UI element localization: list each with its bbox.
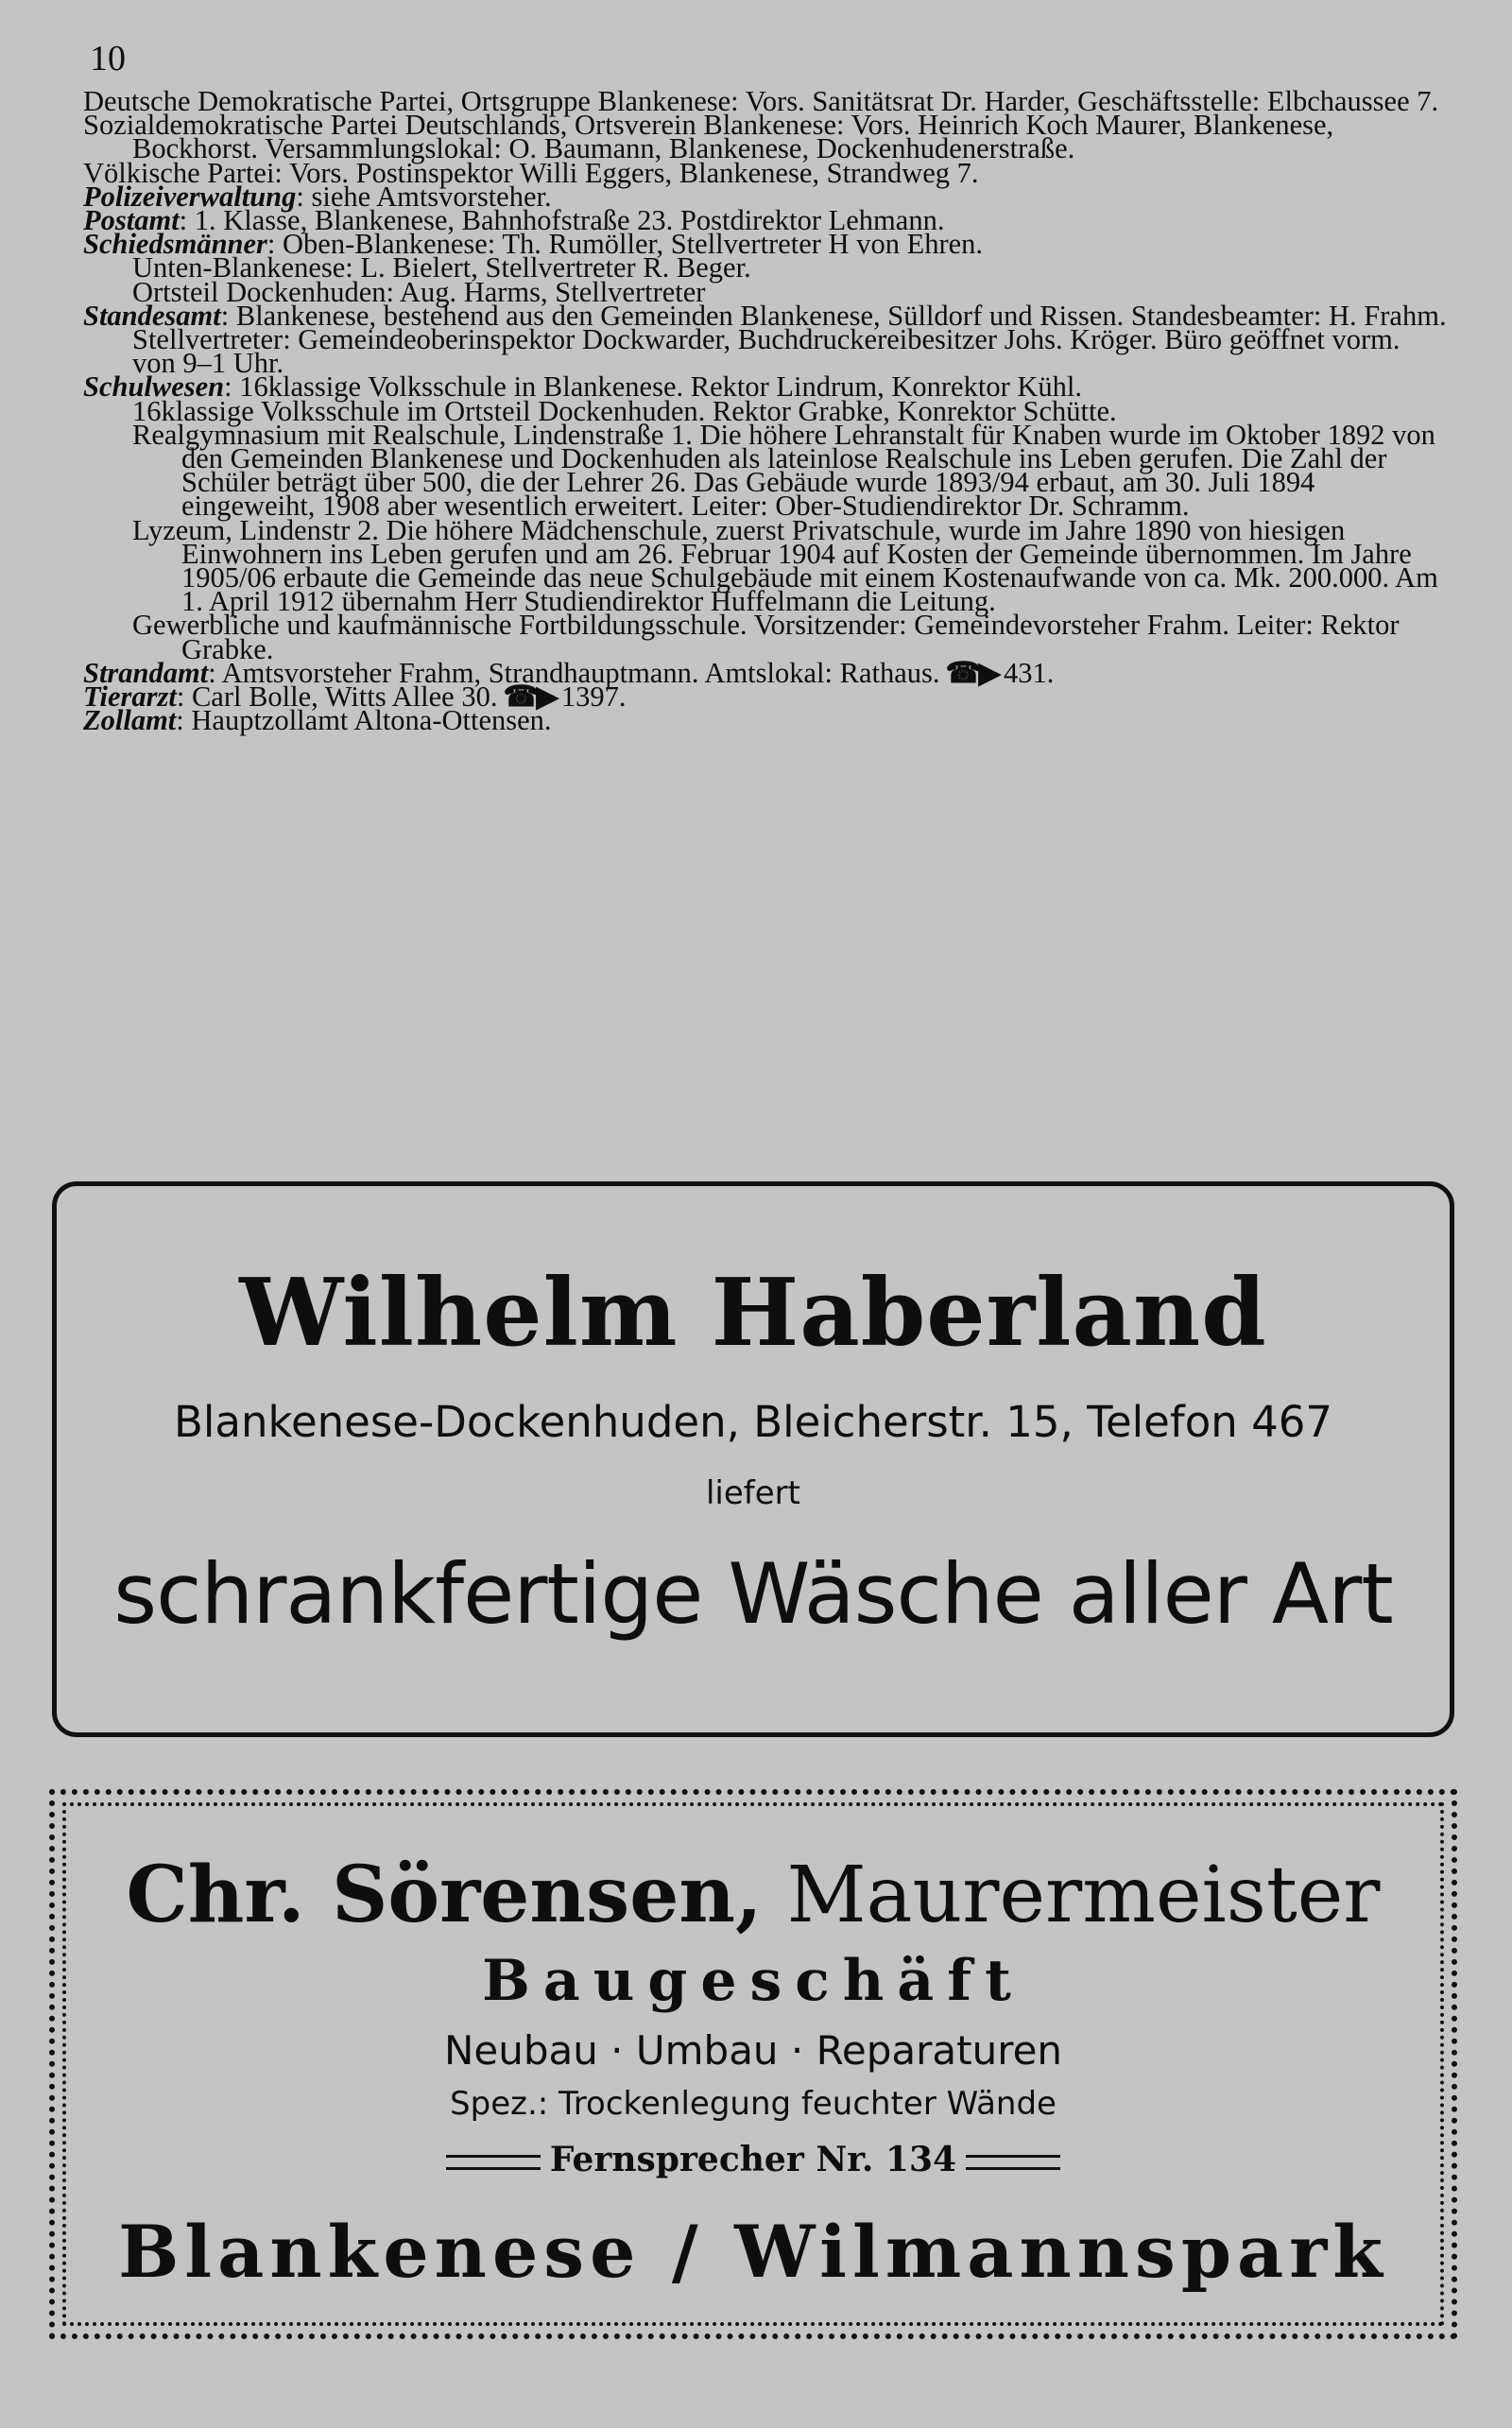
keyword-postamt: Postamt [83,204,180,237]
telephone-icon: ☎▶ [503,680,556,714]
entry-standesamt [83,299,1449,380]
keyword-strandamt: Strandamt [83,656,209,689]
directory-text [83,85,1449,737]
entry-schiedsmaenner-ortsteil: Ortsteil Dockenhuden: Aug. Harms, Stellvertreter [132,275,706,308]
entry-schiedsmaenner-unten: Unten-Blankenese: L. Bielert, Stellvertreter R. Beger. [132,251,751,284]
entry-fortbildungsschule: Gewerbliche und kaufmännische Fortbildungsschule. Vorsitzender: Gemeindevorsteher Frahm. Leiter: Rektor Grabke. [132,609,1400,665]
telephone-icon: ☎▶ [945,656,998,689]
keyword-standesamt: Standesamt [83,299,221,332]
advertisement-haberland [52,1181,1454,1737]
haberland-deliver: liefert [705,1474,800,1512]
schiedsmaenner-text: : Oben-Blankenese: Th. Rumöller, Stellvertreter H von Ehren. [266,228,984,261]
haberland-name: Wilhelm Haberland [239,1259,1267,1368]
polizeiverwaltung-text: : siehe Amtsvorsteher. [296,180,552,213]
schulwesen-text: : 16klassige Volksschule in Blankenese. Rektor Lindrum, Konrektor Kühl. [224,370,1082,404]
tierarzt-phone: 1397. [560,680,627,714]
entry-spd: Sozialdemokratische Partei Deutschlands, Ortsverein Blankenese: Vors. Heinrich Koch Maurer, Blankenese, Bockhorst. Versammlungslokal: O. Baumann, Blankenese, Dockenhudenerstraße. [83,109,1334,165]
postamt-text: : 1. Klasse, Blankenese, Bahnhofstraße 23. Postdirektor Lehmann. [179,204,945,237]
soerensen-services: Neubau · Umbau · Reparaturen [443,2027,1063,2074]
keyword-polizeiverwaltung: Polizeiverwaltung [83,180,297,213]
strandamt-text: : Amtsvorsteher Frahm, Strandhauptmann. Amtslokal: Rathaus. [208,656,940,689]
soerensen-special: Spez.: Trockenlegung feuchter Wände [450,2085,1057,2123]
keyword-schiedsmaenner: Schiedsmänner [83,228,267,261]
keyword-schulwesen: Schulwesen [83,370,225,404]
advertisement-soerensen [49,1789,1457,2339]
entry-voelkische-partei: Völkische Partei: Vors. Postinspektor Willi Eggers, Blankenese, Strandweg 7. [83,156,979,189]
haberland-address: Blankenese-Dockenhuden, Bleicherstr. 15, Telefon 467 [174,1397,1332,1447]
standesamt-text: : Blankenese, bestehend aus den Gemeinden Blankenese, Sülldorf und Rissen. Standesbeamter: H. Frahm. Stellvertreter: Gemeindeoberinspektor Dockwarder, Buchdruckereibesitzer Johs. Kröger. Büro geöffnet vorm. von 9–1 Uhr. [132,299,1447,380]
page-number: 10 [90,39,126,78]
haberland-slogan: schrankfertige Wäsche aller Art [113,1545,1393,1643]
keyword-zollamt: Zollamt [83,704,177,737]
soerensen-location: Blankenese / Wilmannspark [118,2210,1388,2294]
tierarzt-text: : Carl Bolle, Witts Allee 30. [176,680,498,714]
soerensen-phone: Fernsprecher Nr. 134 [549,2140,957,2179]
keyword-tierarzt: Tierarzt [83,680,177,714]
soerensen-inner-border [62,1802,1444,2326]
soerensen-business: Baugeschäft [482,1948,1024,2014]
soerensen-name-bold: Chr. Sörensen, [126,1850,763,1940]
soerensen-trade: Maurermeister [786,1851,1381,1940]
strandamt-phone: 431. [1003,656,1055,689]
zollamt-text: : Hauptzollamt Altona-Ottensen. [176,704,552,737]
entry-lyzeum: Lyzeum, Lindenstr 2. Die höhere Mädchenschule, zuerst Privatschule, wurde im Jahre 1890 von hiesigen Einwohnern ins Leben gerufen und am 26. Februar 1904 auf Kosten der Gemeinde übernommen. Im Jahre 1905/06 erbaute die Gemeinde das neue Schulgebäude mit einem Kostenaufwande von ca. Mk. 200.000. Am 1. April 1912 übernahm Herr Studiendirektor Huffelmann die Leitung. [132,513,1438,618]
entry-ddp: Deutsche Demokratische Partei, Ortsgruppe Blankenese: Vors. Sanitätsrat Dr. Harder, Geschäftsstelle: Elbchaussee 7. [83,85,1439,117]
entry-realgymnasium: Realgymnasium mit Realschule, Lindenstraße 1. Die höhere Lehranstalt für Knaben wurde im Oktober 1892 von den Gemeinden Blankenese und Dockenhuden als lateinlose Realschule ins Leben gerufen. Die Zahl der Schüler beträgt über 500, die der Lehrer 26. Das Gebäude wurde 1893/94 erbaut, am 30. Juli 1894 eingeweiht, 1908 aber wesentlich erweitert. Leiter: Ober-Studiendirektor Dr. Schramm. [132,418,1435,523]
entry-volksschule-dockenhuden: 16klassige Volksschule im Ortsteil Dockenhuden. Rektor Grabke, Konrektor Schütte. [132,394,1117,427]
entry-zollamt [83,704,1449,737]
